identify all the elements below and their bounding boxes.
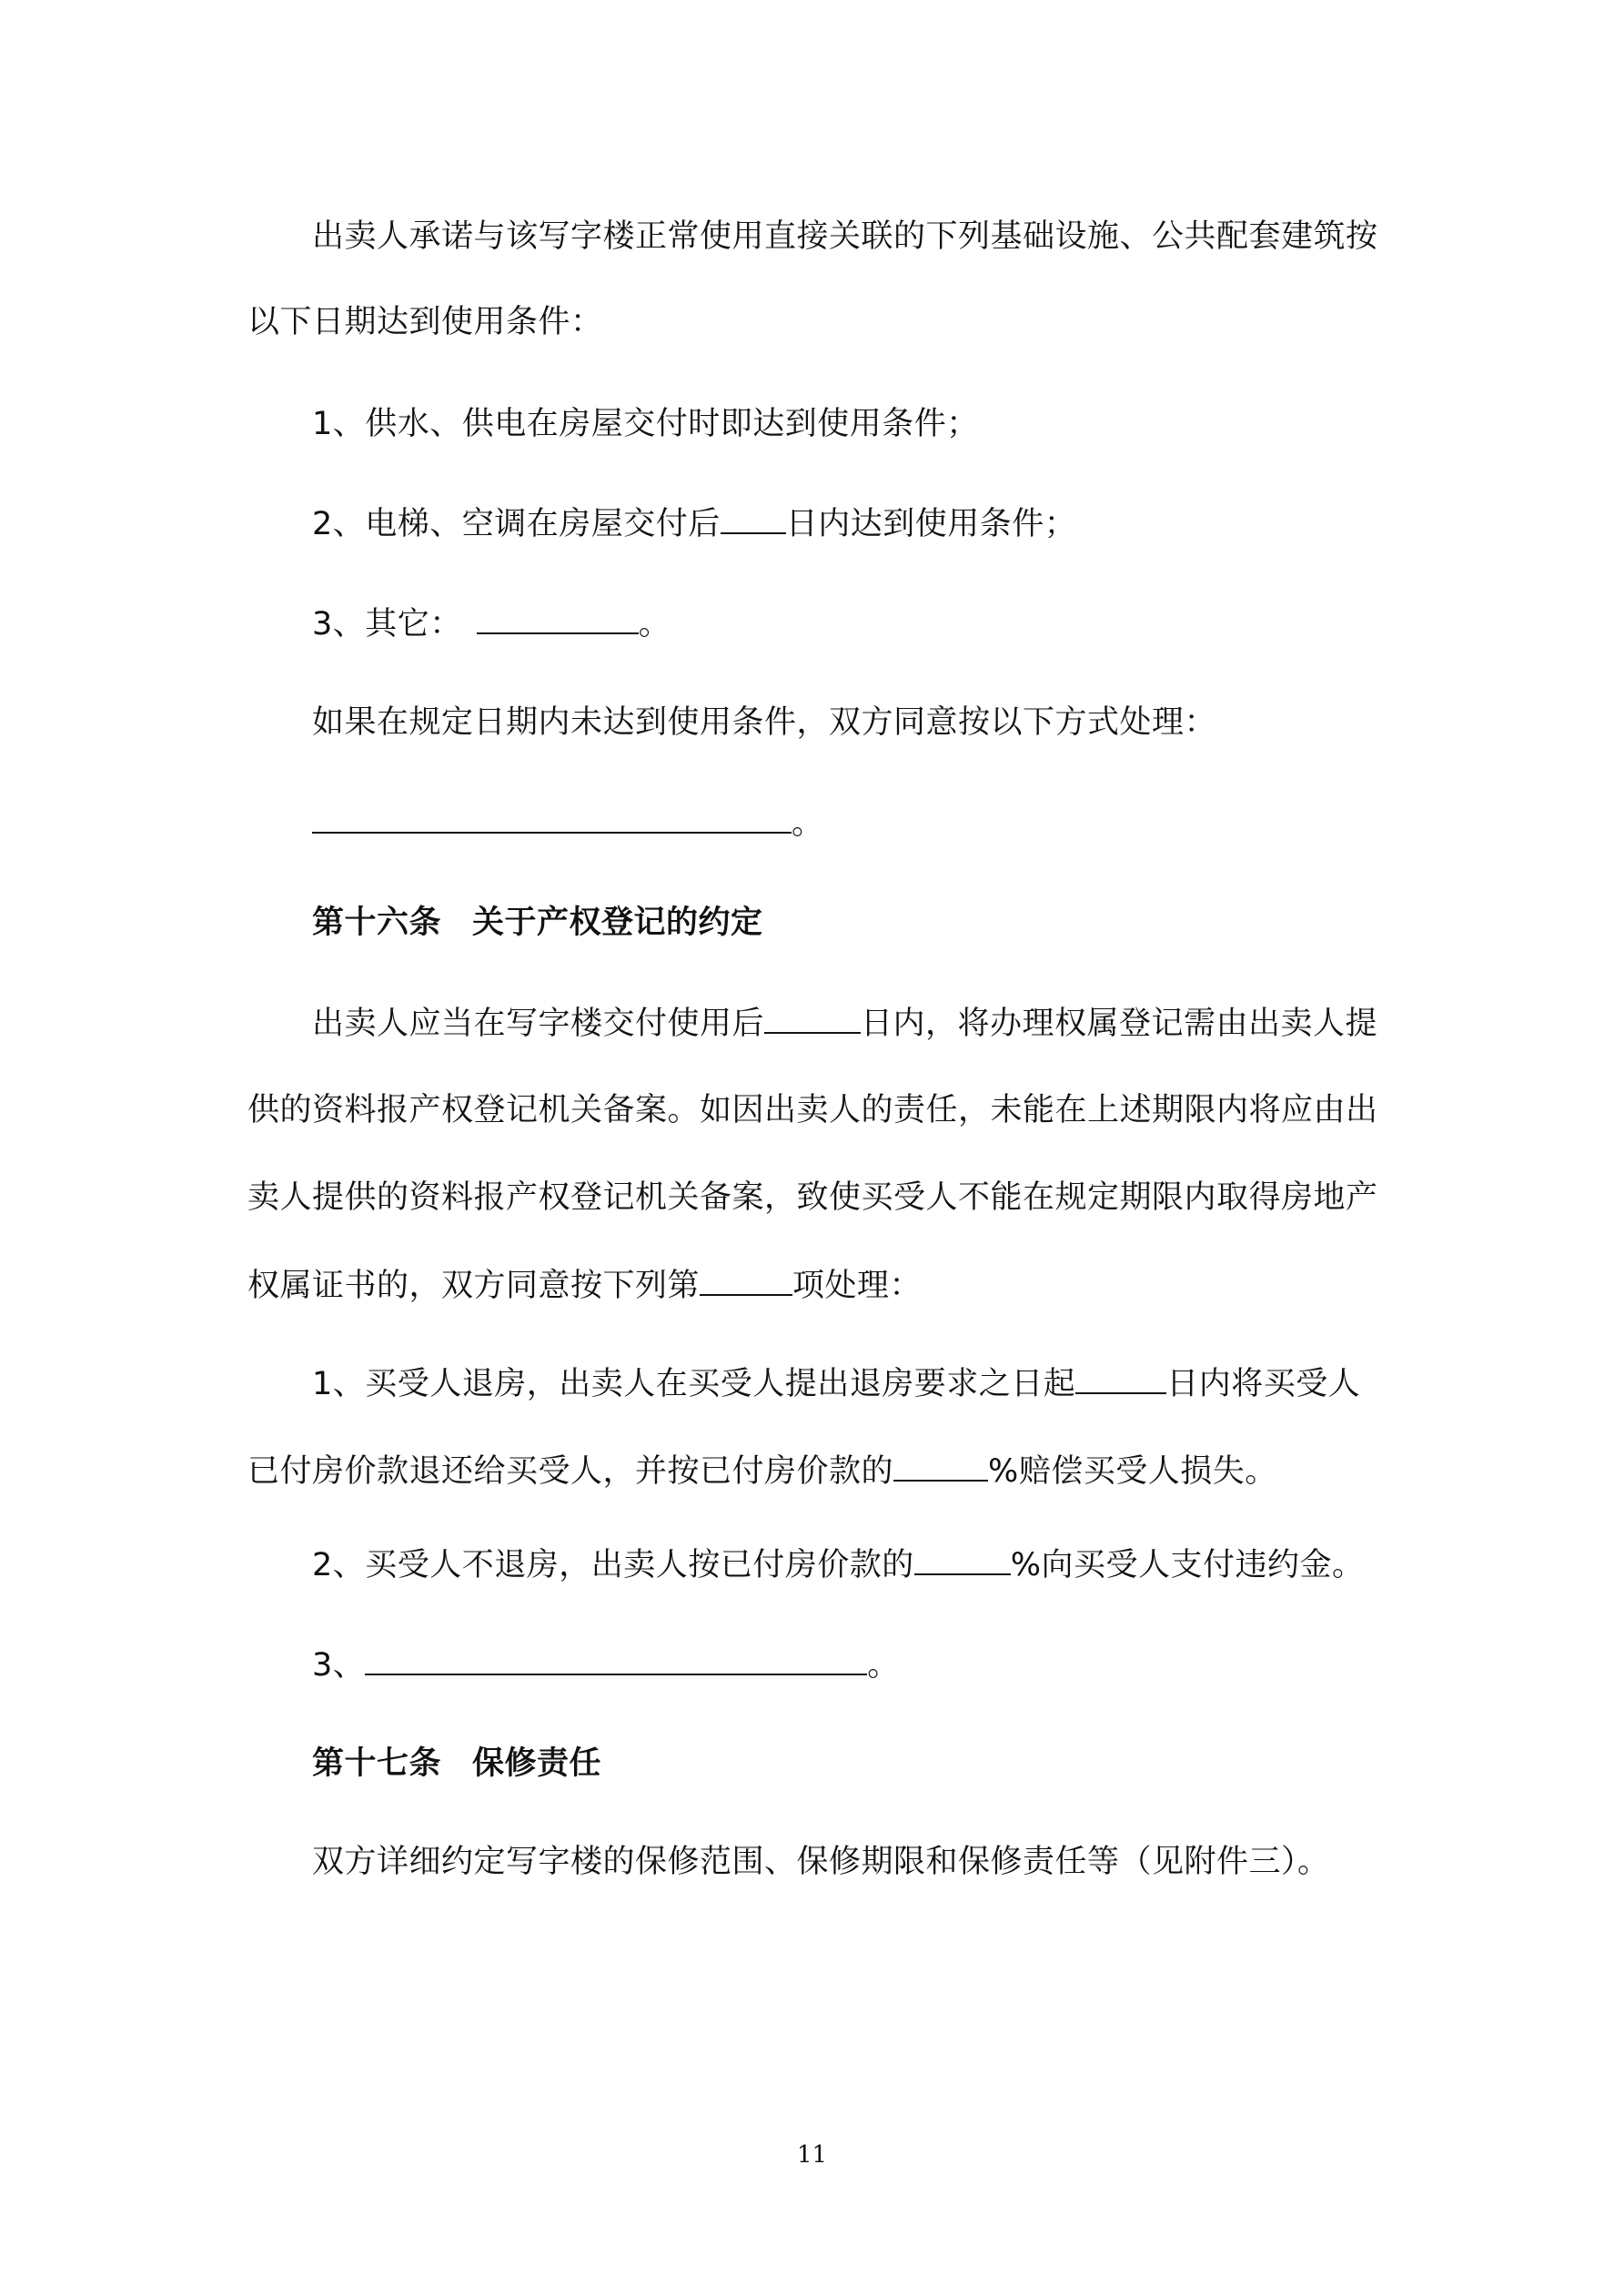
paragraph-facilities-line-2 — [247, 300, 603, 344]
paragraph-registration-line-1 — [312, 1001, 1377, 1046]
percent-blank[interactable] — [914, 1542, 1011, 1575]
text: 卖人提供的资料报产权登记机关备案，致使买受人不能在规定期限内取得房地产 — [247, 1179, 1378, 1216]
other-blank[interactable] — [365, 1643, 867, 1675]
paragraph-failure — [312, 701, 1216, 744]
article-number: 第十六条 — [312, 905, 442, 941]
page-number: 11 — [796, 2141, 828, 2169]
article-title: 关于产权登记的约定 — [472, 905, 763, 941]
text: 日内将买受人 — [1166, 1366, 1361, 1402]
text: 如果在规定日期内未达到使用条件，双方同意按以下方式处理： — [312, 704, 1217, 741]
percent-blank[interactable] — [893, 1449, 988, 1482]
text: 出卖人承诺与该写字楼正常使用直接关联的下列基础设施、公共配套建筑按 — [312, 218, 1378, 255]
text: 。 — [867, 1647, 900, 1684]
article-title: 保修责任 — [472, 1745, 602, 1782]
text: %向买受人支付违约金。 — [1010, 1547, 1365, 1583]
handling-blank[interactable] — [312, 801, 792, 834]
article-number: 第十七条 — [312, 1745, 442, 1782]
text: 1、买受人退房，出卖人在买受人提出退房要求之日起 — [312, 1366, 1076, 1402]
text: 2、买受人不退房，出卖人按已付房价款的 — [312, 1547, 914, 1583]
article-17-heading — [312, 1742, 601, 1785]
days-blank[interactable] — [1075, 1361, 1166, 1394]
paragraph-registration-line-4 — [247, 1263, 922, 1308]
item-no-refund — [312, 1542, 1365, 1587]
item-refund-line-2 — [247, 1449, 1277, 1493]
text: %赔偿买受人损失。 — [988, 1453, 1277, 1490]
item-other — [312, 602, 671, 646]
text: 。 — [638, 606, 671, 642]
paragraph-registration-line-2 — [247, 1088, 1378, 1132]
paragraph-warranty — [312, 1840, 1330, 1884]
other-blank[interactable] — [477, 602, 639, 634]
text: 权属证书的，双方同意按下列第 — [247, 1268, 701, 1304]
text: 双方详细约定写字楼的保修范围、保修期限和保修责任等（见附件三）。 — [312, 1844, 1330, 1880]
text: 。 — [792, 805, 824, 842]
item-choice-blank[interactable] — [700, 1263, 792, 1296]
item-elevator-aircon — [312, 501, 1076, 546]
text: 3、 — [312, 1647, 366, 1684]
text: 出卖人应当在写字楼交付使用后 — [312, 1006, 765, 1042]
text: 3、其它： — [312, 606, 462, 642]
article-16-heading — [312, 901, 763, 945]
text: 2、电梯、空调在房屋交付后 — [312, 506, 721, 542]
days-blank[interactable] — [721, 501, 786, 534]
text: 日内，将办理权属登记需由出卖人提 — [861, 1006, 1378, 1042]
item-water-power — [312, 402, 979, 446]
item-third — [312, 1643, 900, 1687]
paragraph-facilities-line-1 — [312, 215, 1378, 258]
days-blank[interactable] — [764, 1001, 861, 1034]
text: 供的资料报产权登记机关备案。如因出卖人的责任，未能在上述期限内将应由出 — [247, 1092, 1378, 1128]
text: 已付房价款退还给买受人，并按已付房价款的 — [247, 1453, 894, 1490]
failure-handling-line — [312, 801, 824, 845]
text: 项处理： — [792, 1268, 923, 1304]
paragraph-registration-line-3 — [247, 1176, 1378, 1219]
item-refund-line-1 — [312, 1361, 1360, 1406]
text: 以下日期达到使用条件： — [247, 304, 603, 340]
text: 日内达到使用条件； — [785, 506, 1077, 542]
text: 1、供水、供电在房屋交付时即达到使用条件； — [312, 406, 979, 442]
